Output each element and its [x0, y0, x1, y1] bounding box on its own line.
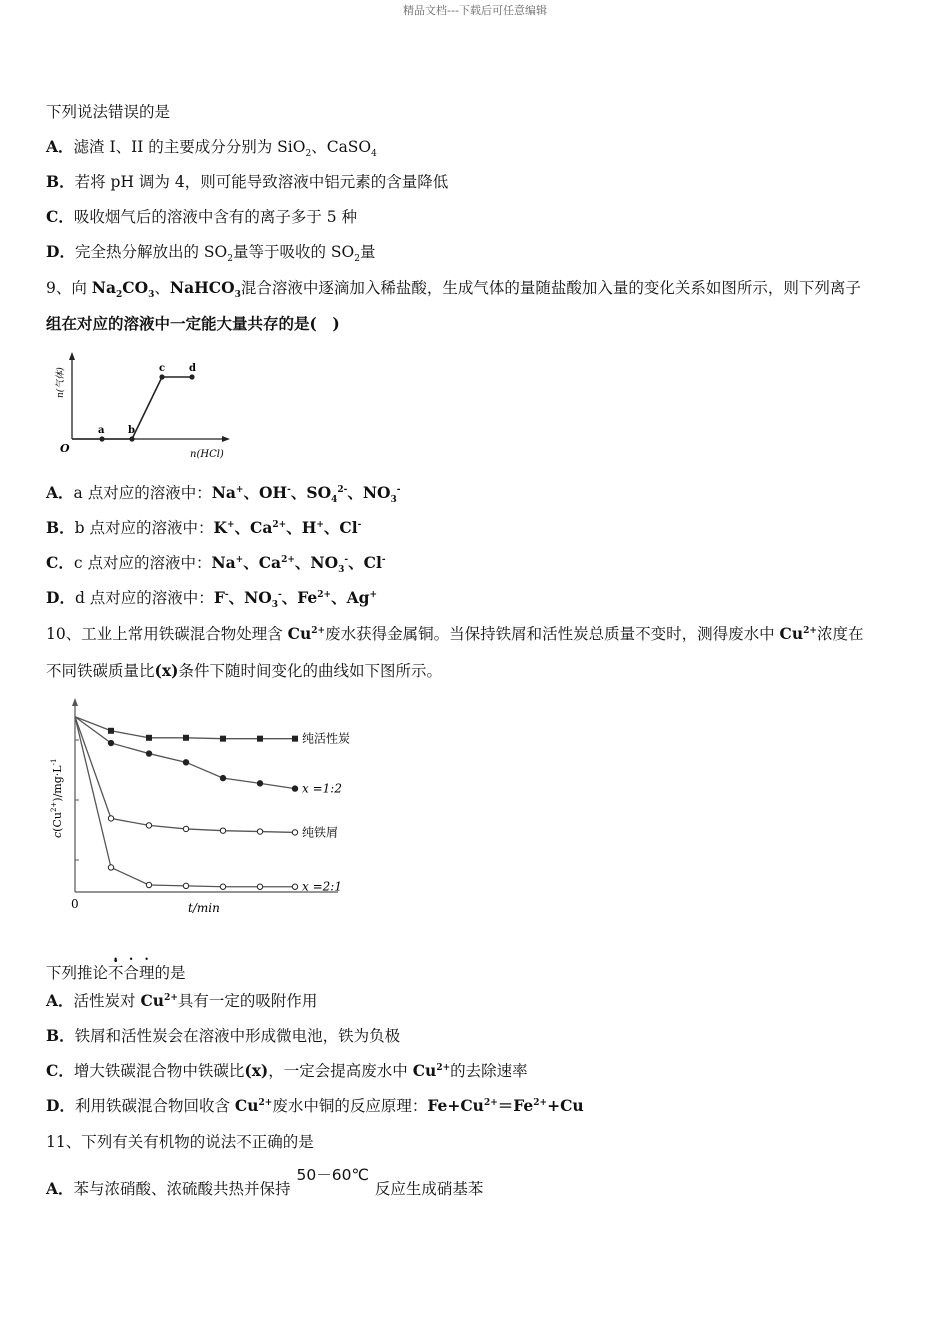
- series-label-1: x =1:2: [302, 781, 342, 796]
- ion: 、Cl: [323, 518, 358, 537]
- q9-stem-line2: 组在对应的溶液中一定能大量共存的是( ): [46, 314, 340, 333]
- option-text: 量: [359, 243, 376, 261]
- formula: Na: [91, 278, 117, 297]
- data-point: [183, 735, 189, 741]
- ion: 、Fe: [281, 588, 318, 607]
- ion: 、H: [286, 518, 317, 537]
- option-text: 、CaSO: [311, 138, 372, 156]
- ion: 、Cl: [348, 553, 382, 572]
- superscript: 2+: [258, 1097, 273, 1108]
- option-label: A．: [46, 1179, 74, 1198]
- superscript: -: [287, 484, 291, 495]
- q8-option-a[interactable]: [46, 136, 377, 158]
- q10-option-d[interactable]: [46, 1095, 584, 1117]
- ion: Cu: [779, 624, 804, 643]
- q9-option-c[interactable]: [46, 552, 386, 574]
- option-label: A．: [46, 991, 74, 1010]
- option-text: 具有一定的吸附作用: [177, 992, 318, 1010]
- superscript: -: [344, 554, 349, 565]
- ion: Na: [211, 483, 236, 502]
- option-text: 完全热分解放出的 SO: [74, 243, 228, 261]
- data-point: [146, 735, 152, 741]
- ion: 、Ag: [331, 588, 370, 607]
- ion: Cu: [234, 1096, 259, 1115]
- point-label-b: b: [128, 425, 135, 436]
- series-line-1: [75, 717, 295, 789]
- data-point: [108, 865, 113, 870]
- option-text: ，一定会提高废水中: [268, 1062, 413, 1080]
- data-point: [183, 760, 188, 765]
- equation: ＝Fe: [497, 1096, 534, 1115]
- stem-text: 下列推论: [46, 964, 109, 982]
- option-label: A．: [46, 483, 74, 502]
- option-label: A．: [46, 137, 74, 156]
- ion: 、NO: [294, 553, 339, 572]
- stem-text: 、: [154, 279, 170, 297]
- q10-cu-chart: [46, 698, 376, 920]
- q10-option-c[interactable]: [46, 1060, 528, 1082]
- point-label-d: d: [189, 363, 196, 374]
- data-point: [257, 736, 263, 742]
- option-label: B．: [46, 172, 75, 191]
- option-label: D．: [46, 1096, 75, 1115]
- superscript: 2+: [272, 519, 287, 530]
- ion: F: [213, 588, 225, 607]
- superscript: +: [235, 554, 244, 565]
- option-text: 利用铁碳混合物回收含: [74, 1097, 235, 1115]
- superscript: 2+: [533, 1097, 548, 1108]
- equation: Fe+Cu: [427, 1096, 484, 1115]
- data-point: [146, 823, 151, 828]
- reaction-condition: 50－60℃: [296, 1166, 369, 1184]
- superscript: 2+: [164, 992, 178, 1003]
- equation: +Cu: [547, 1096, 584, 1115]
- option-text: b 点对应的溶液中：: [74, 519, 214, 537]
- stem-text: 的是: [154, 964, 186, 982]
- superscript: 2+: [281, 554, 295, 565]
- superscript: 2-: [337, 484, 348, 495]
- subscript: 4: [331, 495, 338, 506]
- superscript: 2+: [803, 625, 817, 636]
- option-text: d 点对应的溶液中：: [74, 589, 214, 607]
- y-axis-arrow: [72, 698, 78, 706]
- x-axis-label: t/min: [188, 901, 220, 915]
- q10-stem-line3: [46, 955, 186, 984]
- point-b: [129, 436, 134, 441]
- data-point: [292, 884, 297, 889]
- superscript: -: [278, 589, 282, 600]
- superscript: -: [396, 484, 401, 495]
- ion: 、SO: [290, 483, 332, 502]
- option-label: B．: [46, 1026, 75, 1045]
- variable: (x): [244, 1061, 269, 1080]
- series-line-2: [75, 717, 295, 833]
- stem-text: 混合溶液中逐滴加入稀盐酸，生成气体的量随盐酸加入量的变化关系如图所示，则下列离子: [240, 279, 861, 297]
- subscript: 3: [390, 495, 397, 506]
- stem-text: 10、工业上常用铁碳混合物处理含: [46, 625, 288, 643]
- superscript: +: [235, 484, 244, 495]
- q8-stem: 下列说法错误的是: [46, 103, 171, 121]
- page-header: 精品文档---下载后可任意编辑: [403, 4, 547, 17]
- y-axis-label: n(气体): [56, 367, 66, 398]
- data-point: [108, 740, 113, 745]
- option-text: 苯与浓硝酸、浓硫酸共热并保持: [73, 1180, 291, 1198]
- ion: Cu: [412, 1061, 437, 1080]
- option-label: D．: [46, 242, 75, 261]
- option-text: c 点对应的溶液中：: [73, 554, 212, 572]
- superscript: -: [381, 554, 386, 565]
- data-point: [220, 828, 225, 833]
- option-label: C．: [46, 553, 74, 572]
- point-label-c: c: [159, 363, 166, 374]
- stem-text: 条件下随时间变化的曲线如下图所示。: [178, 662, 442, 680]
- data-point: [146, 751, 151, 756]
- data-point: [146, 882, 151, 887]
- series-label-0: 纯活性炭: [302, 731, 351, 746]
- q10-stem-line2: [46, 660, 442, 682]
- option-label: D．: [46, 588, 75, 607]
- x-axis-arrow: [222, 436, 230, 442]
- data-point: [220, 884, 225, 889]
- option-text: 若将 pH 调为 4，则可能导致溶液中铝元素的含量降低: [74, 173, 449, 191]
- q8-option-d[interactable]: [46, 241, 375, 263]
- option-text: 吸收烟气后的溶液中含有的离子多于 5 种: [73, 208, 358, 226]
- option-label: C．: [46, 1061, 74, 1080]
- data-point: [220, 736, 226, 742]
- option-label: B．: [46, 518, 75, 537]
- subscript: 3: [338, 565, 345, 576]
- q8-option-c[interactable]: [46, 206, 357, 228]
- data-point: [108, 816, 113, 821]
- q8-option-b[interactable]: [46, 171, 448, 193]
- q9-stem-line1: [46, 277, 861, 299]
- option-text: 量等于吸收的 SO: [232, 243, 355, 261]
- stem-text: 浓度在: [816, 625, 864, 643]
- superscript: -: [357, 519, 362, 530]
- ion: Cu: [140, 991, 165, 1010]
- superscript: -: [224, 589, 229, 600]
- stem-text: 废水获得金属铜。当保持铁屑和活性炭总质量不变时，测得废水中: [325, 625, 780, 643]
- data-point: [108, 728, 114, 734]
- q11-stem: 11、下列有关有机物的说法不正确的是: [46, 1133, 314, 1151]
- option-text: 废水中铜的反应原理：: [272, 1097, 428, 1115]
- point-c: [159, 374, 164, 379]
- origin-label: 0: [71, 897, 79, 911]
- superscript: 2+: [317, 589, 332, 600]
- superscript: 2+: [436, 1062, 451, 1073]
- data-point: [183, 826, 188, 831]
- superscript: +: [316, 519, 324, 530]
- ion: Cu: [287, 624, 312, 643]
- variable: (x): [154, 661, 179, 680]
- ion: 、Ca: [243, 553, 282, 572]
- series-label-3: x =2:1: [302, 879, 342, 894]
- option-label: C．: [46, 207, 74, 226]
- ion: 、OH: [243, 483, 288, 502]
- x-axis-label: n(HCl): [190, 449, 224, 460]
- stem-text: 9、向: [46, 279, 92, 297]
- subscript: 3: [234, 290, 241, 301]
- formula: CO: [122, 278, 149, 297]
- superscript: 2+: [483, 1097, 498, 1108]
- q11-option-a[interactable]: [46, 1166, 484, 1200]
- subscript: 3: [148, 290, 155, 301]
- data-point: [220, 775, 225, 780]
- subscript: 2: [227, 254, 233, 265]
- series-label-2: 纯铁屑: [302, 825, 339, 840]
- q9-option-d[interactable]: [46, 587, 377, 609]
- origin-label: O: [60, 442, 70, 455]
- superscript: +: [369, 589, 378, 600]
- option-text: 铁屑和活性炭会在溶液中形成微电池，铁为负极: [74, 1027, 401, 1045]
- subscript: 2: [116, 290, 123, 301]
- q9-gas-chart: [50, 350, 240, 465]
- ion: Na: [211, 553, 236, 572]
- option-text: 的去除速率: [450, 1062, 528, 1080]
- ion: K: [213, 518, 227, 537]
- stem-text: 不同铁碳质量比: [46, 662, 155, 680]
- subscript: 2: [305, 149, 312, 160]
- point-d: [189, 374, 194, 379]
- option-text: 活性炭对: [73, 992, 141, 1010]
- q9-option-a[interactable]: [46, 482, 401, 504]
- subscript: 3: [271, 600, 279, 611]
- superscript: +: [226, 519, 235, 530]
- q10-option-a[interactable]: [46, 990, 317, 1012]
- q10-stem-line1: [46, 623, 863, 645]
- data-point: [292, 830, 297, 835]
- formula: NaHCO: [169, 278, 235, 297]
- superscript: 2+: [311, 625, 326, 636]
- y-axis-label: $c(Cu^{2+})/mg\cdot L^{-1}$: [50, 758, 64, 838]
- option-text: 反应生成硝基苯: [374, 1180, 484, 1198]
- data-point: [257, 829, 262, 834]
- data-point: [257, 781, 262, 786]
- ion: 、NO: [228, 588, 272, 607]
- emphasis-text: 不合理: [108, 964, 155, 982]
- data-point: [292, 786, 297, 791]
- q10-option-b[interactable]: [46, 1025, 400, 1047]
- data-point: [257, 884, 262, 889]
- y-axis-arrow: [69, 352, 75, 360]
- point-label-a: a: [98, 425, 105, 436]
- data-point: [292, 736, 298, 742]
- q9-option-b[interactable]: [46, 517, 361, 539]
- subscript: 2: [354, 254, 360, 265]
- option-text: a 点对应的溶液中：: [73, 484, 212, 502]
- ion: 、NO: [347, 483, 391, 502]
- data-point: [183, 883, 188, 888]
- ion: 、Ca: [234, 518, 273, 537]
- option-text: 滤渣 I、II 的主要成分分别为 SiO: [73, 138, 306, 156]
- point-a: [99, 436, 104, 441]
- option-text: 增大铁碳混合物中铁碳比: [73, 1062, 245, 1080]
- subscript: 4: [371, 149, 377, 160]
